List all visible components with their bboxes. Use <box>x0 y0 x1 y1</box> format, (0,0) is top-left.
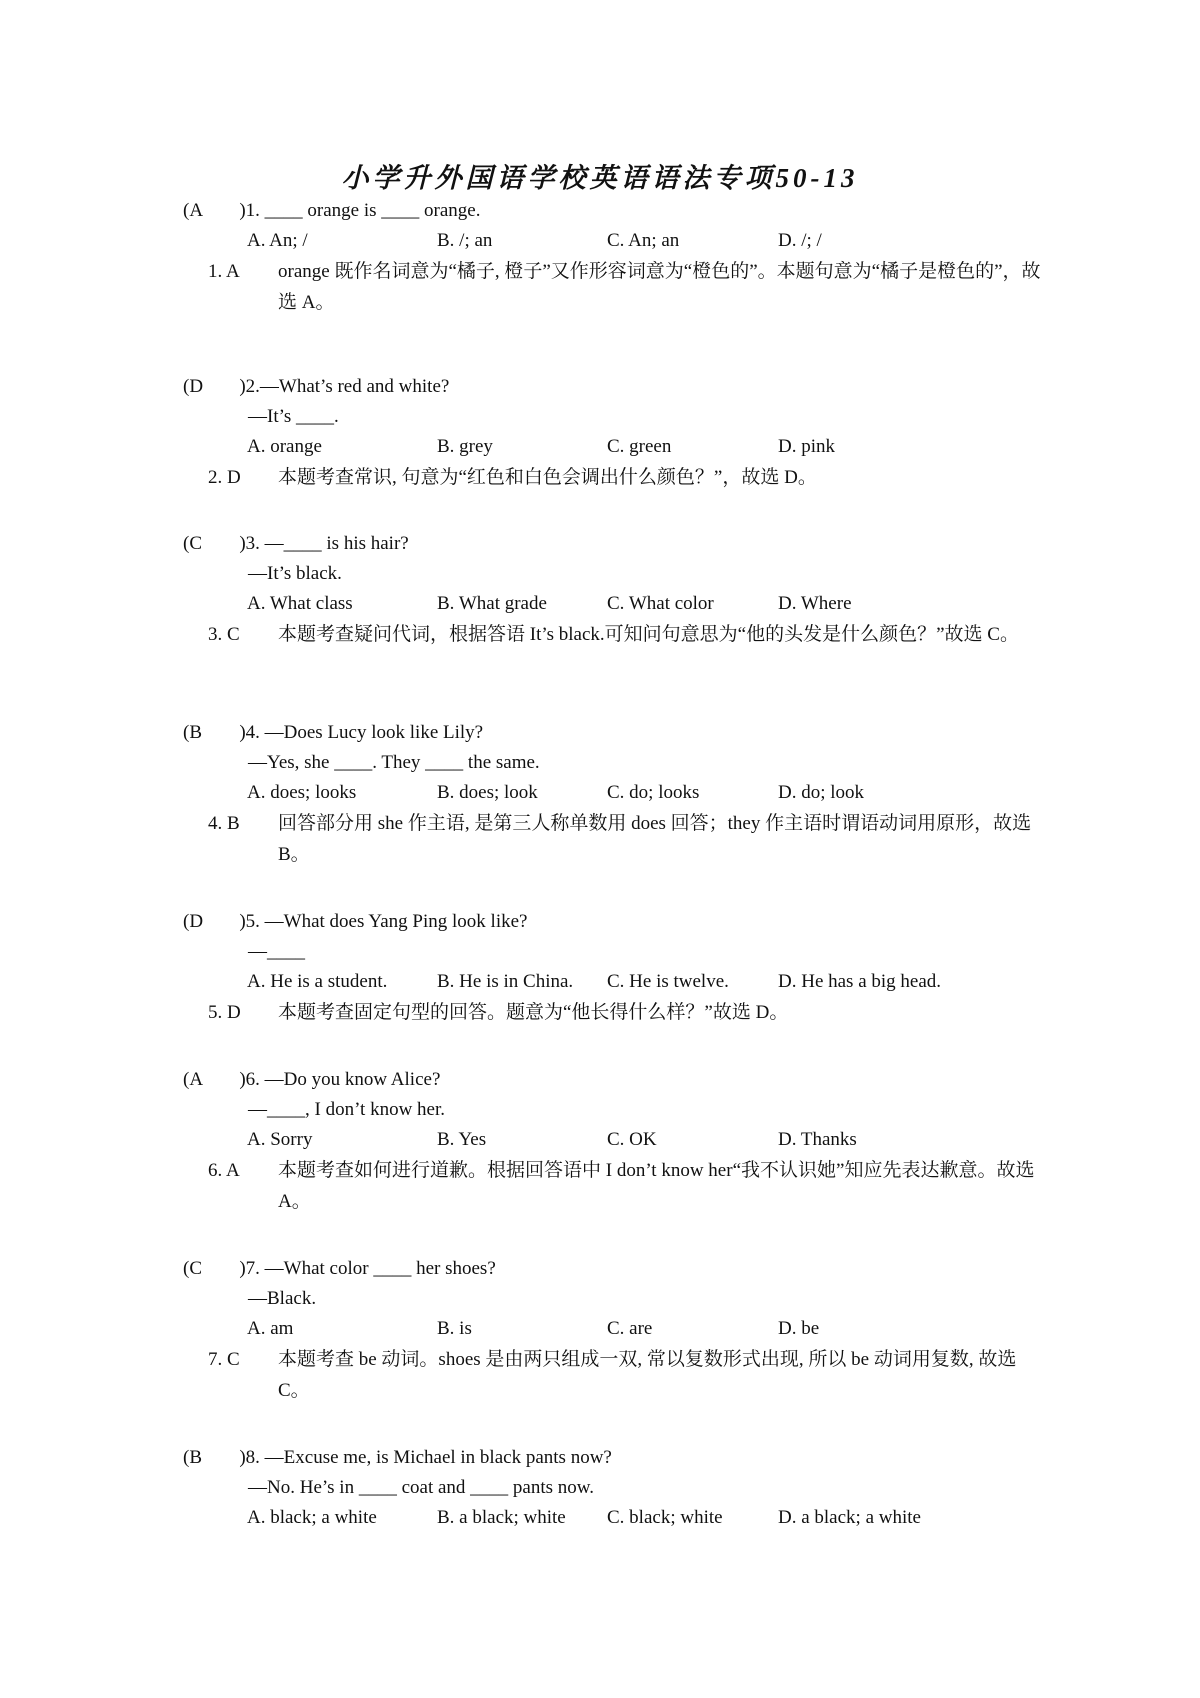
answer-letter: A <box>189 1069 204 1090</box>
explanation: 4. B 回答部分用 she 作主语, 是第三人称单数用 does 回答；they 作主语时谓语动词用原形，故选 B。 <box>208 813 1032 865</box>
question-stem: —What color ____ her shoes? <box>264 1258 496 1279</box>
answer-letter: B <box>189 1447 203 1468</box>
response-line: —No. He’s in ____ coat and ____ pants now. <box>248 1477 594 1498</box>
options-row <box>183 1125 1043 1155</box>
options-row <box>183 967 1043 997</box>
response-line: —____ <box>248 941 305 962</box>
question-number: 6. <box>245 1069 260 1090</box>
page-title: 小学升外国语学校英语语法专项50-13 <box>341 163 859 193</box>
option-b: B. Yes <box>437 1129 487 1150</box>
options-row <box>183 432 1043 462</box>
question-6: (A )6. —Do you know Alice? —____, I don’t know her. A. Sorry B. Yes C. OK D. Thanks 6. A 本题考查如何进行道歉。根据回答语中 I don’t know her“我不认识她”知应先表达歉意。故选 A。 <box>183 1065 1043 1217</box>
question-5: (D )5. —What does Yang Ping look like? —____ A. He is a student. B. He is in China. C. He is twelve. D. He has a big head. 5. D 本题考查固定句型的回答。题意为“他长得什么样？”故选 D。 <box>183 907 1043 1028</box>
option-a: A. black; a white <box>247 1507 377 1528</box>
option-c: C. black; white <box>607 1507 723 1528</box>
response-line: —It’s black. <box>248 563 342 584</box>
response-line: —Black. <box>248 1288 317 1309</box>
response-line: —____, I don’t know her. <box>248 1099 446 1120</box>
question-stem: ____ orange is ____ orange. <box>264 200 481 221</box>
option-b: B. a black; white <box>437 1507 566 1528</box>
question-number: 3. <box>245 533 260 554</box>
option-c: C. An; an <box>607 230 680 251</box>
option-d: D. /; / <box>778 230 822 251</box>
response-line: —It’s ____. <box>248 406 339 427</box>
answer-letter: C <box>189 533 203 554</box>
explanation: 2. D 本题考查常识, 句意为“红色和白色会调出什么颜色？”，故选 D。 <box>208 467 817 488</box>
question-stem: —What’s red and white? <box>259 376 450 397</box>
options-row <box>183 589 1043 619</box>
option-d: D. a black; a white <box>778 1507 921 1528</box>
question-4: (B )4. —Does Lucy look like Lily? —Yes, she ____. They ____ the same. A. does; looks B. does; look C. do; looks D. do; look 4. B 回答部分用 she 作主语, 是第三人称单数用 does 回答；they 作主语时谓语动词用原形，故选 B。 <box>183 718 1043 870</box>
option-d: D. He has a big head. <box>778 971 942 992</box>
option-b: B. does; look <box>437 782 538 803</box>
question-stem: —What does Yang Ping look like? <box>264 911 528 932</box>
option-a: A. An; / <box>247 230 308 251</box>
option-c: C. What color <box>607 593 714 614</box>
question-2: (D )2.—What’s red and white? —It’s ____. A. orange B. grey C. green D. pink 2. D 本题考查常识, 句意为“红色和白色会调出什么颜色？”，故选 D。 <box>183 372 1043 493</box>
question-stem: —Does Lucy look like Lily? <box>264 722 484 743</box>
question-number: 5. <box>245 911 260 932</box>
question-7: (C )7. —What color ____ her shoes? —Black. A. am B. is C. are D. be 7. C 本题考查 be 动词。shoes 是由两只组成一双, 常以复数形式出现, 所以 be 动词用复数, 故选 C。 <box>183 1254 1043 1406</box>
answer-letter: A <box>189 200 204 221</box>
option-c: C. OK <box>607 1129 657 1150</box>
question-number: 4. <box>245 722 260 743</box>
question-stem: —____ is his hair? <box>264 533 409 554</box>
option-a: A. Sorry <box>247 1129 313 1150</box>
options-row <box>183 1503 1043 1533</box>
question-stem: —Do you know Alice? <box>264 1069 441 1090</box>
option-b: B. is <box>437 1318 472 1339</box>
option-d: D. Where <box>778 593 852 614</box>
option-a: A. orange <box>247 436 322 457</box>
question-3: (C )3. —____ is his hair? —It’s black. A. What class B. What grade C. What color D. Where 3. C 本题考查疑问代词，根据答语 It’s black.可知问句意思为“他的头发是什么颜色？”故选 C。 <box>183 529 1043 650</box>
question-1: (A )1. ____ orange is ____ orange. A. An; / B. /; an C. An; an D. /; / 1. A orange 既作名词意为“橘子, 橙子”又作形容词意为“橙色的”。本题句意为“橘子是橙色的”，故选 A。 <box>183 196 1043 318</box>
option-d: D. pink <box>778 436 835 457</box>
answer-letter: C <box>189 1258 203 1279</box>
option-a: A. am <box>247 1318 294 1339</box>
explanation: 3. C 本题考查疑问代词，根据答语 It’s black.可知问句意思为“他的头发是什么颜色？”故选 C。 <box>208 624 1019 645</box>
question-stem: —Excuse me, is Michael in black pants now? <box>264 1447 612 1468</box>
option-a: A. does; looks <box>247 782 357 803</box>
option-a: A. He is a student. <box>247 971 388 992</box>
options-row <box>183 226 1043 256</box>
explanation: 7. C 本题考查 be 动词。shoes 是由两只组成一双, 常以复数形式出现, 所以 be 动词用复数, 故选 C。 <box>208 1349 1017 1401</box>
response-line: —Yes, she ____. They ____ the same. <box>248 752 540 773</box>
explanation: 5. D 本题考查固定句型的回答。题意为“他长得什么样？”故选 D。 <box>208 1002 789 1023</box>
option-d: D. do; look <box>778 782 865 803</box>
option-b: B. /; an <box>437 230 493 251</box>
option-b: B. What grade <box>437 593 547 614</box>
option-b: B. He is in China. <box>437 971 574 992</box>
question-number: 8. <box>245 1447 260 1468</box>
option-d: D. be <box>778 1318 820 1339</box>
answer-letter: D <box>189 376 204 397</box>
explanation: 6. A 本题考查如何进行道歉。根据回答语中 I don’t know her“我不认识她”知应先表达歉意。故选 A。 <box>208 1160 1035 1212</box>
option-c: C. green <box>607 436 672 457</box>
question-number: 1. <box>245 200 260 221</box>
question-8: (B )8. —Excuse me, is Michael in black pants now? —No. He’s in ____ coat and ____ pants now. A. black; a white B. a black; white C. black; white D. a black; a white <box>183 1443 1043 1533</box>
answer-letter: B <box>189 722 203 743</box>
option-c: C. are <box>607 1318 653 1339</box>
answer-letter: D <box>189 911 204 932</box>
options-row <box>183 778 1043 808</box>
question-number: 7. <box>245 1258 260 1279</box>
explanation: 1. A orange 既作名词意为“橘子, 橙子”又作形容词意为“橙色的”。本题句意为“橘子是橙色的”，故选 A。 <box>208 261 1041 313</box>
options-row <box>183 1314 1043 1344</box>
option-c: C. do; looks <box>607 782 700 803</box>
option-a: A. What class <box>247 593 353 614</box>
question-number: 2. <box>245 376 260 397</box>
option-d: D. Thanks <box>778 1129 857 1150</box>
option-b: B. grey <box>437 436 493 457</box>
option-c: C. He is twelve. <box>607 971 729 992</box>
